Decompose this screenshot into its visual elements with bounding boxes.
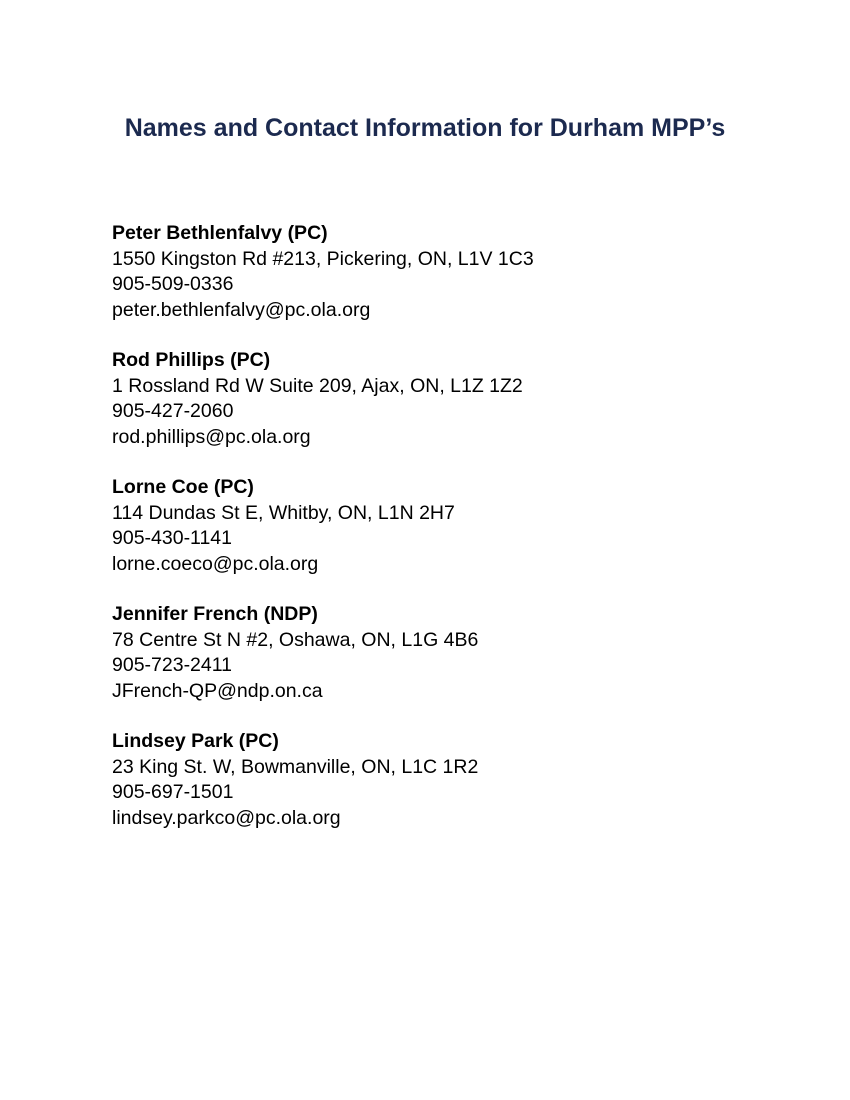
contact-email: peter.bethlenfalvy@pc.ola.org (112, 298, 371, 321)
contact-phone: 905-697-1501 (112, 781, 234, 803)
contact-phone: 905-427-2060 (112, 400, 234, 422)
contact-address: 23 King St. W, Bowmanville, ON, L1C 1R2 (112, 755, 479, 778)
contact-address: 114 Dundas St E, Whitby, ON, L1N 2H7 (112, 501, 455, 524)
contact-email: JFrench-QP@ndp.on.ca (112, 679, 323, 702)
contact-address: 78 Centre St N #2, Oshawa, ON, L1G 4B6 (112, 628, 479, 651)
contact-name: Jennifer French (NDP) (112, 603, 318, 625)
contact-name: Lindsey Park (PC) (112, 730, 279, 752)
contact-name: Lorne Coe (PC) (112, 476, 254, 498)
contact-name: Rod Phillips (PC) (112, 349, 271, 371)
contact-entry (112, 475, 812, 577)
contact-phone: 905-723-2411 (112, 654, 232, 676)
contact-address: 1 Rossland Rd W Suite 209, Ajax, ON, L1Z 1Z2 (112, 374, 523, 397)
contact-address: 1550 Kingston Rd #213, Pickering, ON, L1V 1C3 (112, 247, 534, 270)
contact-entry (112, 348, 812, 450)
contact-email: lorne.coeco@pc.ola.org (112, 552, 319, 575)
contact-phone: 905-509-0336 (112, 273, 234, 295)
contact-entry (112, 221, 812, 323)
contact-phone: 905-430-1141 (112, 527, 232, 549)
contact-email: lindsey.parkco@pc.ola.org (112, 806, 341, 829)
contact-list (112, 221, 812, 856)
contact-entry (112, 729, 812, 831)
page-title: Names and Contact Information for Durham MPP’s (124, 114, 726, 142)
contact-entry (112, 602, 812, 704)
contact-email: rod.phillips@pc.ola.org (112, 425, 311, 448)
contact-name: Peter Bethlenfalvy (PC) (112, 222, 328, 244)
